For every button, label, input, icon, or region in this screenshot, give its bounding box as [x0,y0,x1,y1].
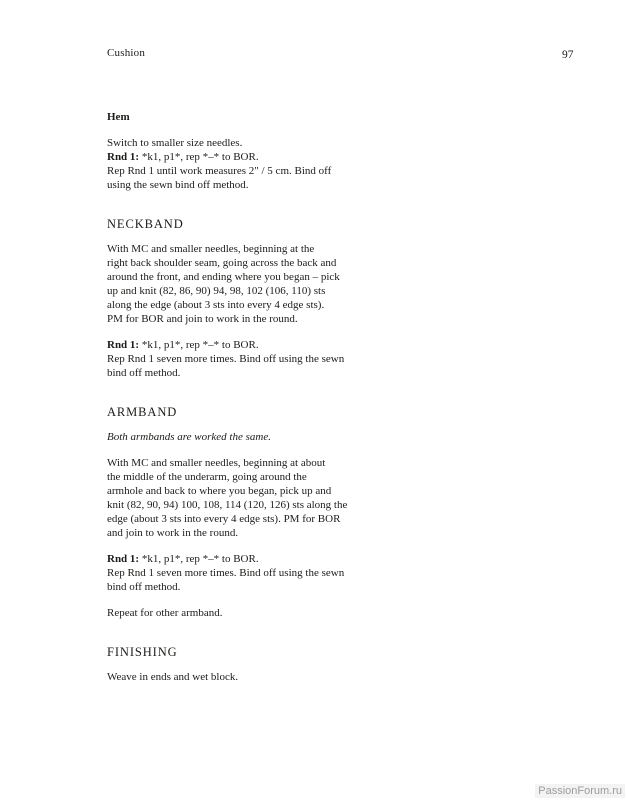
bold-run: Rnd 1: [107,553,140,565]
text-run: *k1, p1*, rep *–* to BOR. [139,151,259,163]
text-run: Repeat for other armband. [107,607,223,619]
watermark: PassionForum.ru [535,784,625,798]
text-run: Weave in ends and wet block. [107,671,239,683]
text-run: With MC and smaller needles, beginning at about [107,457,326,469]
paragraph [107,338,353,380]
text-run: the middle of the underarm, going around the [107,471,307,483]
pattern-content [107,110,353,696]
text-run: bind off method. [107,581,181,593]
text-run: armhole and back to where you began, pick up and [107,485,332,497]
bold-run: Rnd 1: [107,339,140,351]
paragraph [107,430,353,444]
text-run: Rep Rnd 1 until work measures 2" / 5 cm. Bind off [107,165,332,177]
paragraph [107,456,353,540]
running-header: Cushion [107,47,146,59]
section-heading: ARMBAND [107,405,178,419]
page-number: 97 [562,49,574,61]
text-run: along the edge (about 3 sts into every 4 edge sts). [107,299,325,311]
paragraph [107,136,353,192]
text-run: edge (about 3 sts into every 4 edge sts). PM for BOR [107,513,341,525]
section-heading: NECKBAND [107,217,184,231]
text-run: Both armbands are worked the same. [107,431,271,443]
text-run: around the front, and ending where you began – pick [107,271,340,283]
text-run: Rep Rnd 1 seven more times. Bind off using the sewn [107,567,345,579]
text-run: *k1, p1*, rep *–* to BOR. [139,553,259,565]
text-run: PM for BOR and join to work in the round. [107,313,298,325]
text-run: up and knit (82, 86, 90) 94, 98, 102 (106, 110) sts [107,285,326,297]
paragraph [107,670,353,684]
section-heading: FINISHING [107,645,178,659]
text-run: *k1, p1*, rep *–* to BOR. [139,339,259,351]
paragraph [107,606,353,620]
text-run: knit (82, 90, 94) 100, 108, 114 (120, 126) sts along the [107,499,348,511]
text-run: Switch to smaller size needles. [107,137,243,149]
paragraph [107,552,353,594]
subheading: Hem [107,111,130,123]
text-run: bind off method. [107,367,181,379]
text-run: With MC and smaller needles, beginning at the [107,243,315,255]
text-run: using the sewn bind off method. [107,179,249,191]
text-run: and join to work in the round. [107,527,239,539]
bold-run: Rnd 1: [107,151,140,163]
text-run: Rep Rnd 1 seven more times. Bind off using the sewn [107,353,345,365]
paragraph [107,242,353,326]
text-run: right back shoulder seam, going across the back and [107,257,337,269]
